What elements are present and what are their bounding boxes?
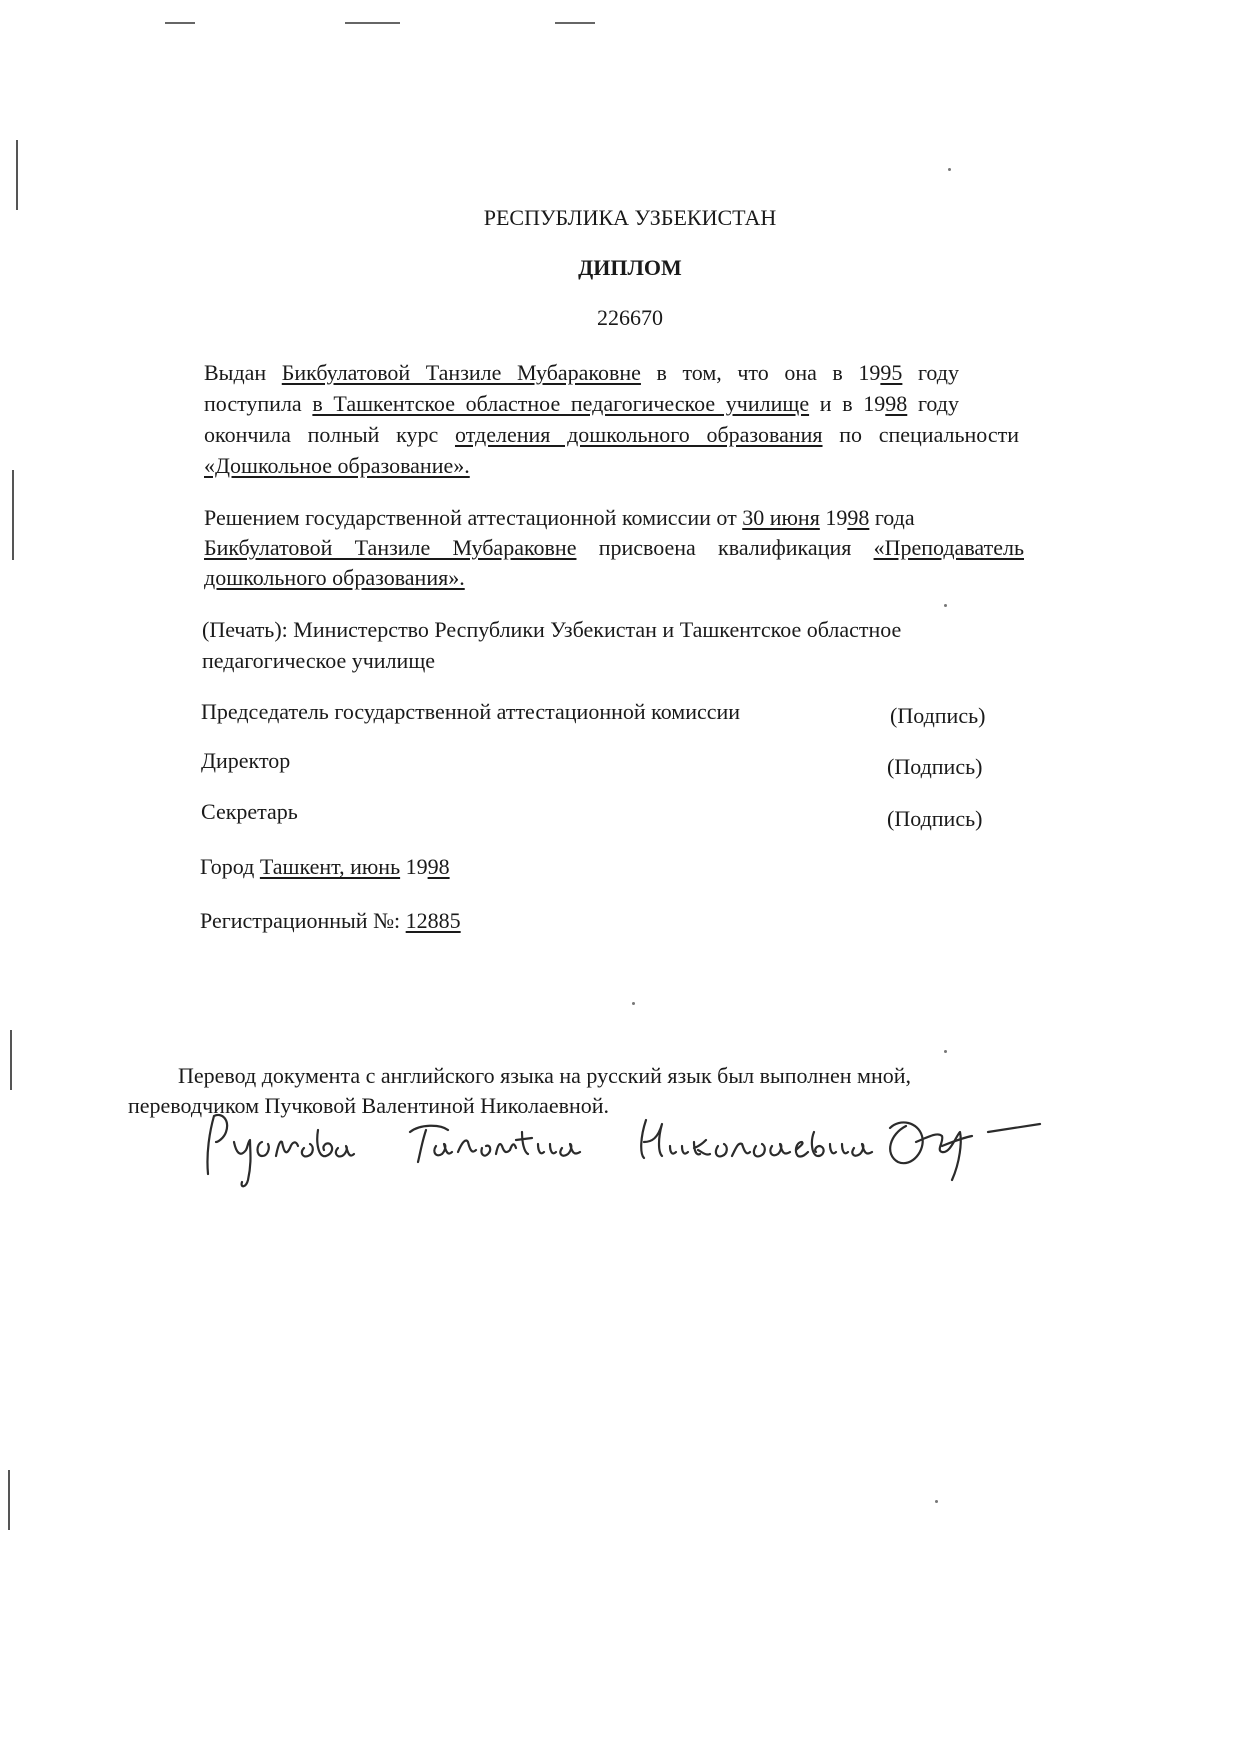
p1-line bbox=[204, 389, 959, 419]
chair-label: Председатель государственной аттестационной комиссии bbox=[201, 699, 741, 724]
scan-speck bbox=[944, 604, 947, 607]
p1-segment: окончила полный курс bbox=[204, 422, 455, 447]
translator-handwritten-signature bbox=[200, 1102, 1060, 1192]
director-label: Директор bbox=[201, 748, 291, 773]
p1-segment: году bbox=[902, 360, 959, 385]
city-text bbox=[200, 852, 450, 882]
city-segment: Ташкент, июнь bbox=[259, 854, 401, 879]
scan-edge-mark bbox=[8, 1470, 10, 1530]
p2-segment: Решением государственной аттестационной комиссии от bbox=[204, 505, 743, 530]
p2-segment: 30 июня bbox=[742, 505, 820, 530]
p1-segment: в Ташкентское областное педагогическое училище bbox=[312, 391, 810, 416]
scan-speck bbox=[944, 1050, 947, 1053]
p1-segment: и в 19 bbox=[809, 391, 886, 416]
p2-segment: 19 bbox=[819, 505, 848, 530]
translation-note-line-2: переводчиком Пучковой Валентиной Николаевной. bbox=[128, 1093, 610, 1118]
p3-line bbox=[202, 646, 435, 676]
p1-line bbox=[204, 358, 959, 388]
p1-segment: 98 bbox=[885, 391, 908, 416]
scan-dash bbox=[165, 22, 195, 24]
diploma-number: 226670 bbox=[597, 305, 663, 330]
translation-note-line-1: Перевод документа с английского языка на русский язык был выполнен мной, bbox=[178, 1063, 912, 1088]
p1-segment: поступила bbox=[204, 391, 313, 416]
scan-speck bbox=[632, 1002, 635, 1005]
p1-segment: по специальности bbox=[822, 422, 1020, 447]
chair-signature-note: (Подпись) bbox=[890, 703, 986, 728]
reg-text bbox=[200, 906, 461, 936]
p2-line bbox=[204, 533, 1024, 563]
p3-segment: (Печать): Министерство Республики Узбекистан и Ташкентское областное bbox=[202, 617, 902, 642]
scan-dash bbox=[345, 22, 400, 24]
city-segment: Город bbox=[200, 854, 260, 879]
p2-line bbox=[204, 563, 465, 593]
city-segment: 98 bbox=[427, 854, 450, 879]
p1-segment: году bbox=[907, 391, 959, 416]
document-title: ДИПЛОМ bbox=[578, 255, 682, 280]
director-signature-note: (Подпись) bbox=[887, 754, 983, 779]
p2-segment: дошкольного образования». bbox=[204, 565, 465, 590]
country-heading: РЕСПУБЛИКА УЗБЕКИСТАН bbox=[483, 205, 777, 230]
p2-segment: года bbox=[869, 505, 915, 530]
scan-dash bbox=[555, 22, 595, 24]
secretary-signature-note: (Подпись) bbox=[887, 806, 983, 831]
p2-line bbox=[204, 503, 915, 533]
p2-segment: 98 bbox=[847, 505, 870, 530]
p1-segment: Бикбулатовой Танзиле Мубараковне bbox=[281, 360, 641, 385]
p3-line bbox=[202, 615, 901, 645]
scan-edge-mark bbox=[16, 140, 18, 210]
p2-segment: присвоена квалификация bbox=[576, 535, 874, 560]
scan-speck bbox=[935, 1500, 938, 1503]
p1-segment: в том, что она в 19 bbox=[640, 360, 881, 385]
p1-segment: 95 bbox=[880, 360, 903, 385]
p1-segment: Выдан bbox=[204, 360, 282, 385]
p1-segment: отделения дошкольного образования bbox=[454, 422, 823, 447]
reg-segment: 12885 bbox=[405, 908, 461, 933]
p1-line bbox=[204, 420, 1019, 450]
p1-segment: «Дошкольное образование». bbox=[204, 453, 470, 478]
scan-edge-mark bbox=[12, 470, 14, 560]
p1-line bbox=[204, 451, 470, 481]
p3-segment: педагогическое училище bbox=[202, 648, 436, 673]
p2-segment: Бикбулатовой Танзиле Мубараковне bbox=[204, 535, 577, 560]
scan-speck bbox=[948, 168, 951, 171]
secretary-label: Секретарь bbox=[201, 799, 298, 824]
scan-edge-mark bbox=[10, 1030, 12, 1090]
p2-segment: «Преподаватель bbox=[873, 535, 1024, 560]
reg-segment: Регистрационный №: bbox=[200, 908, 406, 933]
city-segment: 19 bbox=[400, 854, 428, 879]
